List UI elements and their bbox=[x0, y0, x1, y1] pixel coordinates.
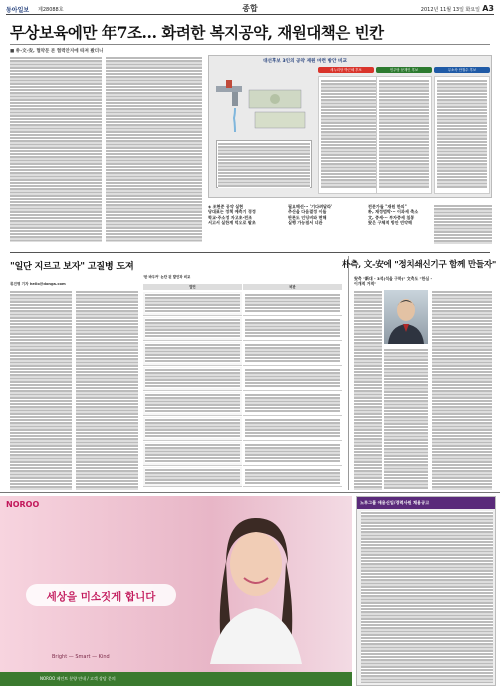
mid-left-byline: 류진명 기자 hello@donga.com bbox=[10, 282, 66, 286]
article-column-3 bbox=[434, 204, 492, 244]
table-cell bbox=[143, 417, 242, 441]
table-cell bbox=[243, 417, 342, 441]
caption-line: 安은 구체적 방안 빈약해 bbox=[368, 220, 412, 226]
table-cell bbox=[143, 392, 242, 416]
faucet-illustration bbox=[214, 80, 244, 136]
headline-divider bbox=[10, 44, 490, 45]
ad-footer-text: NOROO 페인트 분양 안내 / 고객 상담 문의 bbox=[40, 676, 116, 681]
tax-summary-box bbox=[216, 140, 312, 188]
caption-block-3 bbox=[368, 204, 418, 226]
page-number: A3 bbox=[482, 4, 494, 13]
mid-table-title: '한 바우커' 논란 된 발언과 비교 bbox=[143, 275, 191, 279]
caption-line: 추산을 다음결정 이들 bbox=[288, 209, 327, 215]
article-subtitle: ■ 朴-文-安, 협약문 본 협력안지에 따져 봤더니 bbox=[10, 49, 104, 54]
mid-right-column-3 bbox=[432, 290, 492, 490]
issue-date: 2012년 11월 13일 화요일 bbox=[420, 7, 480, 13]
mid-right-column-1 bbox=[354, 290, 382, 490]
candidate-label-moon: 민주당 문재인 후보 bbox=[376, 67, 432, 73]
ad-brand-logo: NOROO bbox=[6, 500, 40, 509]
caption-line: 판론도 인딩비와 면해 bbox=[288, 214, 327, 220]
column-divider bbox=[348, 256, 349, 490]
caption-line: 文, 증세··· 부자증세 침봉 bbox=[368, 214, 415, 220]
table-cell bbox=[243, 467, 342, 487]
table-header: 발언 bbox=[143, 284, 242, 290]
mid-right-lead: 安측 "新대 - 3석(석을 구하)" 文측도 "한심 - 이개적 거적" bbox=[354, 276, 433, 286]
table-cell bbox=[243, 342, 342, 366]
ad-slogan: 세상을 미소짓게 합니다 bbox=[46, 591, 156, 603]
caption-line: 학교·주소정 자고초·전조 bbox=[208, 214, 253, 220]
noroo-advertisement[interactable] bbox=[0, 496, 352, 686]
caption-line: 필요해선··· '기다려달라' bbox=[288, 204, 333, 209]
table-cell bbox=[243, 392, 342, 416]
ahn-pledge-panel bbox=[434, 76, 490, 194]
table-cell bbox=[143, 442, 242, 466]
caption-block-2 bbox=[288, 204, 332, 226]
masthead bbox=[6, 3, 494, 15]
candidate-label-ahn: 무소속 안철수 후보 bbox=[434, 67, 490, 73]
table-cell bbox=[143, 292, 242, 316]
mid-right-headline: 朴측, 文-安에 "정치쇄신기구 함께 만들자" bbox=[342, 260, 496, 270]
mid-right-column-2 bbox=[384, 348, 428, 490]
moon-pledge-panel bbox=[376, 76, 432, 194]
table-cell bbox=[143, 317, 242, 341]
mid-left-column-1 bbox=[10, 290, 72, 490]
candidate-label-park: 새누리당 박근혜 후보 bbox=[318, 67, 374, 73]
caption-line: 서고서 실한계 덕오로 팔초 bbox=[208, 220, 256, 226]
money-illustration bbox=[245, 82, 311, 138]
caption-line: 전문가들 "재원 한의" bbox=[368, 204, 407, 209]
mid-comparison-table bbox=[143, 284, 343, 488]
table-cell bbox=[243, 317, 342, 341]
table-cell bbox=[143, 367, 242, 391]
caption-line: 朴, 재정범박··· 이과세 축소 bbox=[368, 209, 419, 215]
infographic-title: 대선후보 3인의 공약 재원 마련 방안 비교 bbox=[263, 59, 347, 64]
recruitment-body bbox=[361, 511, 493, 683]
table-cell bbox=[143, 467, 242, 487]
recruitment-notice[interactable] bbox=[356, 496, 496, 686]
article-column-1 bbox=[10, 56, 102, 242]
newspaper-logo: 동아일보 bbox=[6, 7, 30, 14]
portrait-image bbox=[384, 290, 428, 344]
section-divider bbox=[10, 252, 490, 253]
mid-left-column-2 bbox=[76, 290, 138, 490]
recruitment-title: 노루그룹 애용신입/경력사원 채용공고 bbox=[357, 497, 495, 509]
section-name: 종합 bbox=[242, 4, 258, 13]
table-cell bbox=[243, 367, 342, 391]
caption-line: 당대표는 정책 예측기 경정 bbox=[208, 209, 256, 215]
table-cell bbox=[243, 442, 342, 466]
table-header: 비판 bbox=[243, 284, 342, 290]
caption-line: 실행 가능점서 너관 bbox=[288, 220, 323, 226]
ad-divider bbox=[0, 492, 500, 493]
issue-number: 제28088호 bbox=[38, 7, 64, 13]
page-headline: 무상보육에만 年7조… 화려한 복지공약, 재원대책은 빈칸 bbox=[10, 23, 384, 42]
ad-tagline: Bright — Smart — Kind bbox=[52, 654, 110, 660]
candidate-photo bbox=[384, 290, 428, 344]
caption-block-1 bbox=[208, 204, 256, 226]
article-column-2 bbox=[106, 56, 202, 242]
table-cell bbox=[243, 292, 342, 316]
mid-left-headline: "일단 지르고 보자" 고질병 도져 bbox=[10, 261, 134, 272]
table-cell bbox=[143, 342, 242, 366]
model-photo bbox=[170, 504, 340, 664]
caption-line: ◈ 조현준 공약 실현 bbox=[208, 204, 244, 209]
